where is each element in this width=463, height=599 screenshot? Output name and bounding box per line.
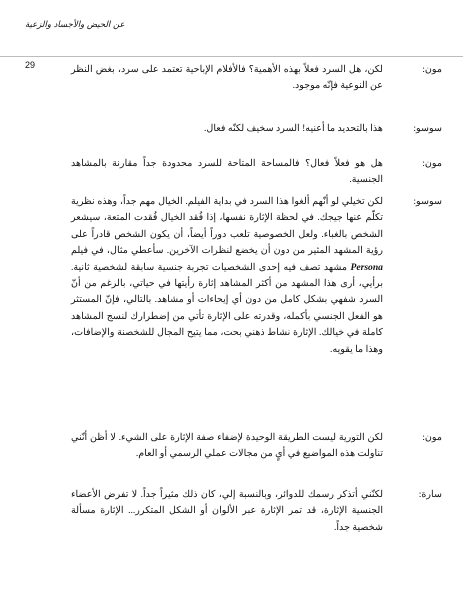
dialogue-text (71, 194, 383, 358)
dialogue-text-part: مشهد تصف فيه إحدى الشخصيات تجربة جنسية سابقة لشخصية ثانية. برأيي، أرى هذا المشهد من أكثر المشاهد إثارة رأيتها في حياتي، بالرغم من أنّ السرد شفهي بشكل كامل من دون أي إيحاءات أو مشاهد. بالتالي، فإنّ المستثر هو الفعل الجنسي بأكمله، وقدرته على الإثارة تأتي من إضطرارك لنسج المشاهد كاملة في خيالك. الإثارة نشاط ذهني بحت، مما يتيح المجال للشخصنة والإضافات، وهذا ما يقويه. (71, 261, 383, 355)
page-number: 29 (25, 60, 36, 70)
speaker-label: مون: (422, 64, 442, 75)
speaker-label: مون: (422, 158, 442, 169)
film-title: Persona (350, 261, 383, 273)
dialogue-text: هل هو فعلاً فعال؟ فالمساحة المتاحة للسرد محدودة جداً مقارنة بالمشاهد الجنسية. (71, 158, 383, 186)
speaker-label: مون: (422, 432, 442, 443)
header-rule (0, 56, 463, 57)
dialogue-text: لكن، هل السرد فعلاً بهذه الأهمية؟ فالأفلام الإباحية تعتمد على سرد، بغض النظر عن النوعية فإنّه موجود. (71, 64, 383, 92)
dialogue-text: لكنّني أتذكر رسمك للدوائر، وبالنسبة إلي، كان ذلك مثيراً جداً. لا تفرض الأعضاء الجنسية الإثارة، قد تمر الإثارة عبر الألوان أو الشكل المتكرر... الإثارة مسألة شخصية جداً. (71, 489, 383, 533)
dialogue-text: لكن التورية ليست الطريقة الوحيدة لإضفاء صفة الإثارة على الشيء. لا أظن أنّني تناولت هذه المواضيع في أيٍ من مجالات عملي الرسمي أو العام. (71, 432, 383, 460)
dialogue-text-part: لكن تخيلي لو أنّهم ألغوا هذا السرد في بداية الفيلم. الخيال مهم جداً، وهذه نظرية تكلّم عنها جيجك. في لحظة الإثارة نفسها، إذا فُقد الخيال فُقدت المتعة، سيشعر الشخص بالغباء. ولعل الخصوصية تلعب دوراً أيضاً، أن يكون الشخص قادراً على رؤية المشهد المثير من دون أن يخضع لنظرات الآخرين. سأعطي مثال، في فيلم (71, 196, 383, 257)
speaker-label: سوسو: (413, 196, 442, 207)
dialogue-text: هذا بالتحديد ما أعنيه! السرد سخيف لكنّه فعال. (203, 123, 383, 134)
speaker-label: سارة: (418, 489, 442, 500)
running-header: عن الحيض والأجساد والزعية (25, 20, 125, 30)
speaker-label: سوسو: (413, 123, 442, 134)
